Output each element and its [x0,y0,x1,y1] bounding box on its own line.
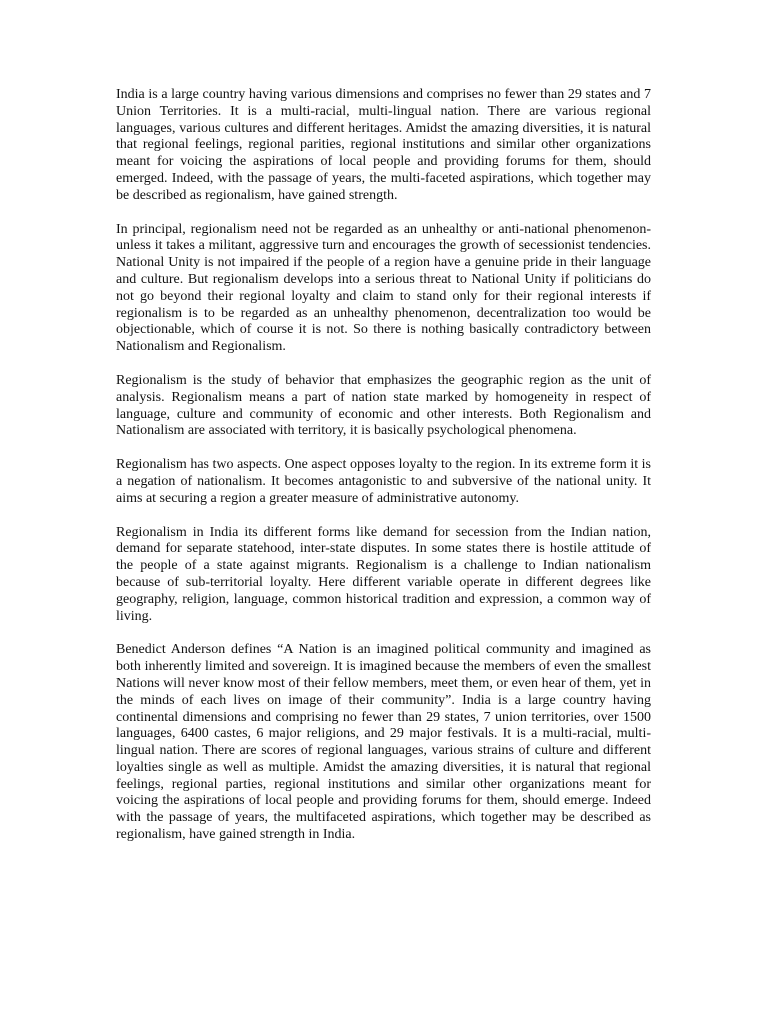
paragraph-4: Regionalism has two aspects. One aspect opposes loyalty to the region. In its extreme form it is a negation of nationalism. It becomes antagonistic to and subversive of the national unity. It aims at securing a region a greater measure of administrative autonomy. [116,457,651,506]
document-body [116,87,651,861]
paragraph-6: Benedict Anderson defines “A Nation is an imagined political community and imagined as both inherently limited and sovereign. It is imagined because the members of even the smallest Nations will never know most of their fellow members, meet them, or even hear of them, yet in the minds of each lives on image of their community”. India is a large country having continental dimensions and comprising no fewer than 29 states, 7 union territories, over 1500 languages, 6400 castes, 6 major religions, and 29 major festivals. It is a multi-racial, multi-lingual nation. There are scores of regional languages, various strains of culture and different loyalties single as well as multiple. Amidst the amazing diversities, it is natural that regional feelings, regional parties, regional institutions and similar other organizations meant for voicing the aspirations of local people and providing forums for them, should emerge. Indeed with the passage of years, the multifaceted aspirations, which together may be described as regionalism, have gained strength in India. [116,642,651,843]
paragraph-1: India is a large country having various dimensions and comprises no fewer than 29 states and 7 Union Territories. It is a multi-racial, multi-lingual nation. There are various regional languages, various cultures and different heritages. Amidst the amazing diversities, it is natural that regional feelings, regional parities, regional institutions and similar other organizations meant for voicing the aspirations of local people and providing forums for them, should emerged. Indeed, with the passage of years, the multi-faceted aspirations, which together may be described as regionalism, have gained strength. [116,87,651,203]
paragraph-3: Regionalism is the study of behavior that emphasizes the geographic region as the unit of analysis. Regionalism means a part of nation state marked by homogeneity in respect of language, culture and community of economic and other interests. Both Regionalism and Nationalism are associated with territory, it is basically psychological phenomena. [116,372,651,439]
paragraph-2: In principal, regionalism need not be regarded as an unhealthy or anti-national phenomenon- unless it takes a militant, aggressive turn and encourages the growth of secessionist tendencies. National Unity is not impaired if the people of a region have a genuine pride in their language and culture. But regionalism develops into a serious threat to National Unity if politicians do not go beyond their regional loyalty and claim to stand only for their regional interests if regionalism is to be regarded as an unhealthy phenomenon, decentralization too would be objectionable, which of course it is not. So there is nothing basically contradictory between Nationalism and Regionalism. [116,221,651,355]
paragraph-5: Regionalism in India its different forms like demand for secession from the Indian nation, demand for separate statehood, inter-state disputes. In some states there is hostile attitude of the people of a state against migrants. Regionalism is a challenge to Indian nationalism because of sub-territorial loyalty. Here different variable operate in different degrees like geography, religion, language, common historical tradition and expression, a common way of living. [116,524,651,624]
